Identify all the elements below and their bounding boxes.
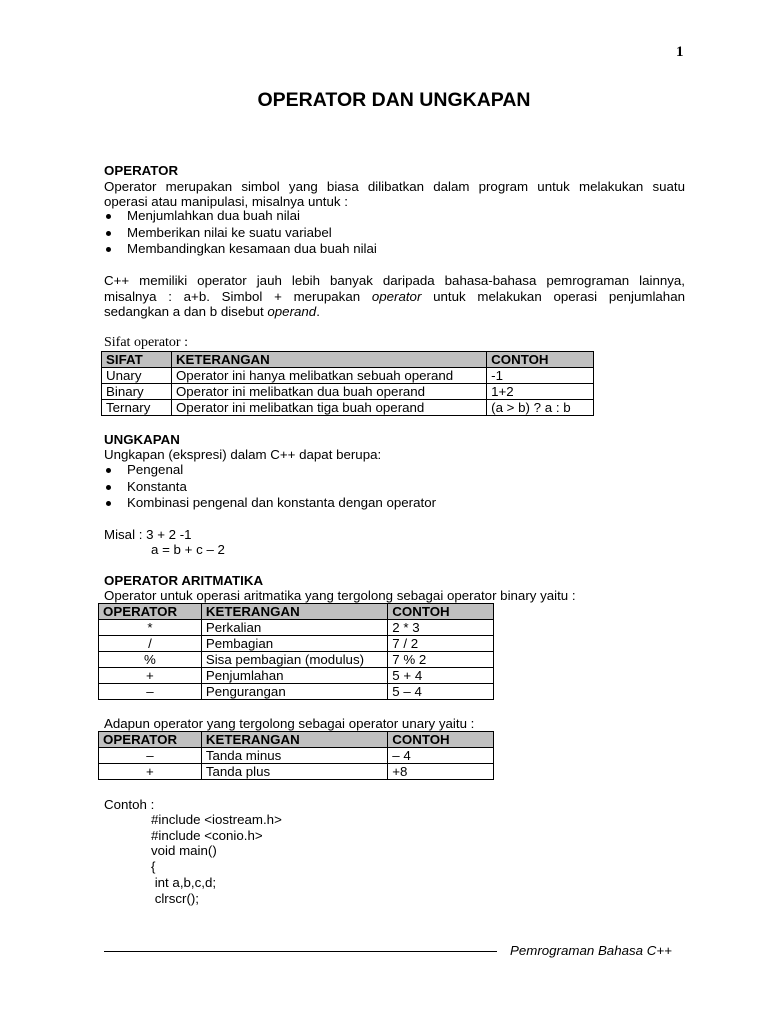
column-header: CONTOH: [388, 604, 494, 620]
list-item-text: Konstanta: [127, 478, 187, 494]
column-header: KETERANGAN: [201, 604, 387, 620]
column-header: KETERANGAN: [201, 732, 387, 748]
table-cell: %: [99, 652, 202, 668]
table-cell: /: [99, 636, 202, 652]
ungkapan-bullet-list: [104, 462, 436, 512]
section-heading-aritmatika: OPERATOR ARITMATIKA: [104, 573, 264, 588]
sifat-table: [101, 351, 594, 416]
contoh-label: Contoh :: [104, 797, 155, 812]
table-row: [99, 652, 494, 668]
table-cell: Pengurangan: [201, 684, 387, 700]
bullet-icon: [106, 231, 111, 236]
bullet-icon: [106, 214, 111, 219]
table-cell: Operator ini melibatkan dua buah operand: [171, 384, 486, 400]
misal-line1: Misal : 3 + 2 -1: [104, 527, 192, 542]
table-row: [99, 620, 494, 636]
table-header-row: [102, 352, 594, 368]
bullet-icon: [106, 468, 111, 473]
bullet-icon: [106, 485, 111, 490]
sifat-caption: Sifat operator :: [104, 335, 188, 350]
misal-line2: a = b + c – 2: [151, 542, 225, 557]
table-header-row: [99, 604, 494, 620]
table-cell: *: [99, 620, 202, 636]
page-title: OPERATOR DAN UNGKAPAN: [257, 89, 531, 111]
table-cell: Tanda minus: [201, 748, 387, 764]
operator-para-line1: C++ memiliki operator jauh lebih banyak daripada bahasa-bahasa pemrograman lainnya,: [104, 273, 685, 288]
code-line: #include <conio.h>: [151, 827, 263, 843]
aritmatika-table: [98, 603, 494, 700]
table-cell: Penjumlahan: [201, 668, 387, 684]
footer-divider: [104, 951, 497, 952]
table-row: [99, 668, 494, 684]
column-header: OPERATOR: [99, 604, 202, 620]
table-cell: Pembagian: [201, 636, 387, 652]
list-item: [104, 241, 377, 258]
table-cell: 5 – 4: [388, 684, 494, 700]
table-row: [102, 384, 594, 400]
table-cell: Ternary: [102, 400, 172, 416]
table-cell: +: [99, 668, 202, 684]
table-cell: –: [99, 748, 202, 764]
operator-bullet-list: [104, 208, 377, 258]
ungkapan-intro: Ungkapan (ekspresi) dalam C++ dapat berupa:: [104, 447, 382, 462]
operator-para-line3: sedangkan a dan b disebut operand.: [104, 304, 320, 319]
unary-intro: Adapun operator yang tergolong sebagai operator unary yaitu :: [104, 716, 475, 731]
list-item-text: Menjumlahkan dua buah nilai: [127, 208, 300, 223]
code-block: [151, 812, 282, 906]
table-row: [99, 636, 494, 652]
list-item-text: Membandingkan kesamaan dua buah nilai: [127, 241, 377, 256]
table-row: [99, 764, 494, 780]
table-cell: Unary: [102, 368, 172, 384]
table-cell: 5 + 4: [388, 668, 494, 684]
table-row: [99, 748, 494, 764]
table-cell: 7 % 2: [388, 652, 494, 668]
table-cell: Sisa pembagian (modulus): [201, 652, 387, 668]
column-header: SIFAT: [102, 352, 172, 368]
footer-text: Pemrograman Bahasa C++: [510, 943, 672, 958]
code-line: void main(): [151, 843, 217, 859]
table-cell: (a > b) ? a : b: [487, 400, 594, 416]
aritmatika-intro: Operator untuk operasi aritmatika yang tergolong sebagai operator binary yaitu :: [104, 588, 576, 603]
code-line: #include <iostream.h>: [151, 812, 282, 827]
column-header: CONTOH: [487, 352, 594, 368]
table-cell: +: [99, 764, 202, 780]
list-item: [104, 495, 436, 512]
table-cell: 1+2: [487, 384, 594, 400]
operator-para-line2: misalnya : a+b. Simbol + merupakan operator untuk melakukan operasi penjumlahan: [104, 289, 685, 304]
bullet-icon: [106, 247, 111, 252]
table-cell: –: [99, 684, 202, 700]
code-line: clrscr();: [151, 890, 199, 906]
list-item-text: Pengenal: [127, 462, 184, 477]
list-item: [104, 225, 377, 242]
operator-intro-line1: Operator merupakan simbol yang biasa dilibatkan dalam program untuk melakukan suatu: [104, 179, 685, 194]
table-header-row: [99, 732, 494, 748]
table-cell: 7 / 2: [388, 636, 494, 652]
code-line: {: [151, 859, 156, 875]
list-item: [104, 462, 436, 479]
operator-intro-line2: operasi atau manipulasi, misalnya untuk :: [104, 194, 348, 209]
table-cell: +8: [388, 764, 494, 780]
column-header: CONTOH: [388, 732, 494, 748]
table-cell: Operator ini melibatkan tiga buah operand: [171, 400, 486, 416]
table-cell: Tanda plus: [201, 764, 387, 780]
table-cell: Operator ini hanya melibatkan sebuah operand: [171, 368, 486, 384]
table-cell: – 4: [388, 748, 494, 764]
table-cell: -1: [487, 368, 594, 384]
column-header: KETERANGAN: [171, 352, 486, 368]
list-item: [104, 479, 436, 496]
unary-table: [98, 731, 494, 780]
table-row: [102, 368, 594, 384]
code-line: int a,b,c,d;: [151, 874, 217, 890]
table-row: [99, 684, 494, 700]
table-cell: Binary: [102, 384, 172, 400]
list-item: [104, 208, 377, 225]
table-cell: 2 * 3: [388, 620, 494, 636]
page-number: 1: [676, 44, 684, 60]
section-heading-operator: OPERATOR: [104, 163, 179, 178]
list-item-text: Kombinasi pengenal dan konstanta dengan operator: [127, 495, 437, 510]
table-row: [102, 400, 594, 416]
column-header: OPERATOR: [99, 732, 202, 748]
bullet-icon: [106, 501, 111, 506]
list-item-text: Memberikan nilai ke suatu variabel: [127, 224, 332, 240]
table-cell: Perkalian: [201, 620, 387, 636]
section-heading-ungkapan: UNGKAPAN: [104, 432, 180, 447]
